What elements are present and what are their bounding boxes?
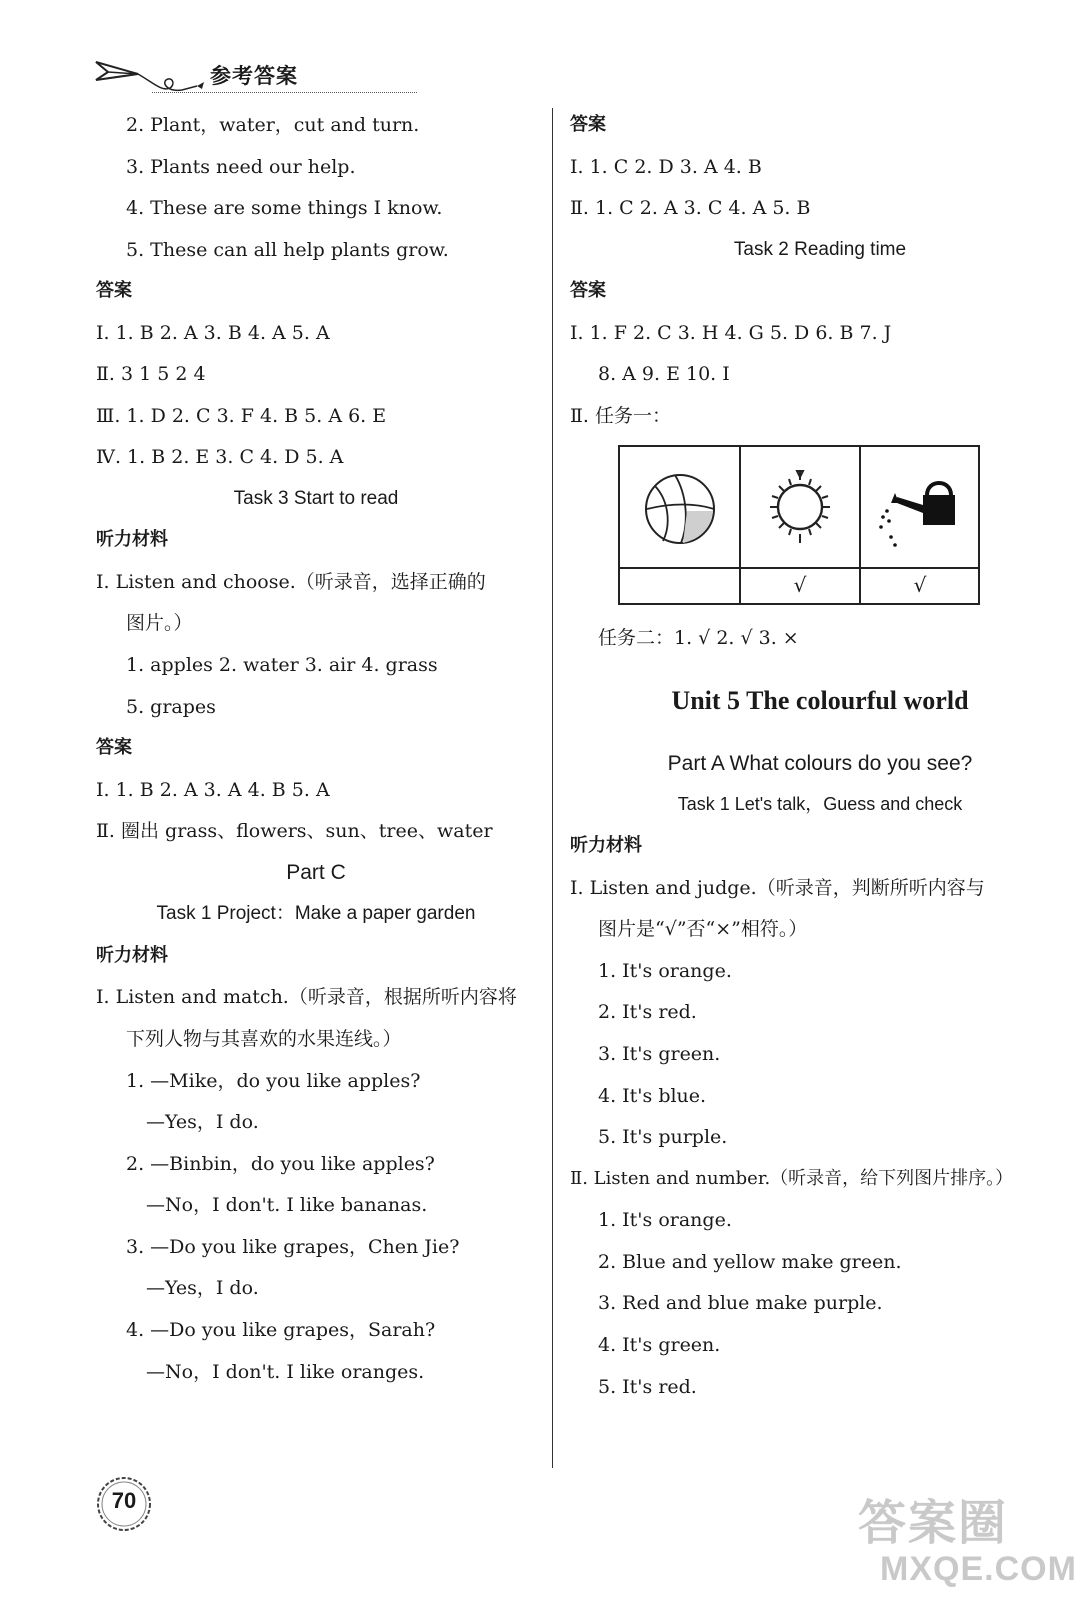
answer-line: Ⅰ. 1. F 2. C 3. H 4. G 5. D 6. B 7. J: [570, 322, 892, 344]
dialogue-line: —No，I don't. I like bananas.: [146, 1194, 428, 1216]
dialogue-line: 1. —Mike，do you like apples?: [126, 1070, 421, 1092]
text-line: 3. Plants need our help.: [126, 156, 356, 178]
sun-icon: [745, 453, 855, 561]
answer-line: Ⅰ. 1. B 2. A 3. A 4. B 5. A: [96, 779, 330, 801]
instruction-line: Ⅱ. Listen and number.（听录音，给下列图片排序。）: [570, 1168, 1014, 1189]
dialogue-line: 2. —Binbin，do you like apples?: [126, 1153, 435, 1175]
answer-line: 8. A 9. E 10. I: [598, 363, 730, 385]
dialogue-line: —No，I don't. I like oranges.: [146, 1361, 425, 1383]
text-line: 2. It's red.: [598, 1001, 697, 1023]
page-number: 70: [111, 1488, 137, 1513]
answer-line: Ⅳ. 1. B 2. E 3. C 4. D 5. A: [96, 446, 344, 468]
answer-line: Ⅱ. 任务一：: [570, 405, 671, 427]
section-heading: 听力材料: [96, 529, 168, 550]
watermark-url: MXQE.COM: [880, 1550, 1077, 1588]
dialogue-line: —Yes，I do.: [146, 1111, 259, 1133]
task-title: Task 2 Reading time: [733, 239, 907, 260]
answer-line: Ⅱ. 3 1 5 2 4: [96, 363, 206, 385]
answer-line: Ⅰ. 1. C 2. D 3. A 4. B: [570, 156, 762, 178]
picture-table: [618, 445, 980, 605]
text-line: 1. It's orange.: [598, 960, 732, 982]
page-number-badge: [94, 1474, 154, 1534]
instruction-line: 下列人物与其喜欢的水果连线。）: [126, 1028, 402, 1050]
task-title: Task 1 Project：Make a paper garden: [156, 903, 476, 924]
section-heading: 答案: [96, 280, 132, 301]
text-line: 3. Red and blue make purple.: [598, 1292, 883, 1314]
header-dotted-line: [152, 92, 417, 93]
section-heading: 答案: [96, 737, 132, 758]
text-line: 5. grapes: [126, 696, 216, 718]
header-title: 参考答案: [210, 64, 298, 88]
watermark-text: 答案圈: [858, 1495, 1009, 1551]
dialogue-line: 4. —Do you like grapes，Sarah?: [126, 1319, 436, 1341]
section-heading: 答案: [570, 114, 606, 135]
text-line: 2. Blue and yellow make green.: [598, 1251, 902, 1273]
section-heading: 听力材料: [96, 945, 168, 966]
instruction-line: 图片。）: [126, 612, 193, 634]
answer-line: Ⅲ. 1. D 2. C 3. F 4. B 5. A 6. E: [96, 405, 387, 427]
text-line: 1. It's orange.: [598, 1209, 732, 1231]
column-divider: [552, 108, 553, 1468]
watering-can-icon: [865, 453, 975, 561]
dialogue-line: —Yes，I do.: [146, 1277, 259, 1299]
table-mark: √: [793, 573, 807, 597]
instruction-line: 图片是“√”否“×”相符。）: [598, 918, 808, 940]
page-header: [92, 52, 332, 102]
task-title: Task 3 Start to read: [233, 488, 399, 509]
section-heading: 听力材料: [570, 835, 642, 856]
ball-icon: [625, 453, 735, 561]
task-title: Task 1 Let's talk，Guess and check: [677, 794, 963, 814]
part-title: Part C: [286, 861, 346, 884]
unit-title: Unit 5 The colourful world: [671, 686, 969, 715]
text-line: 5. It's red.: [598, 1376, 697, 1398]
paper-plane-icon: [92, 52, 207, 97]
text-line: 4. These are some things I know.: [126, 197, 443, 219]
watermark-logo: [858, 1484, 1077, 1594]
text-line: 5. It's purple.: [598, 1126, 728, 1148]
text-line: 2. Plant，water，cut and turn.: [126, 114, 420, 136]
answer-line: Ⅱ. 圈出 grass、flowers、sun、tree、water: [96, 820, 493, 842]
section-heading: 答案: [570, 280, 606, 301]
part-title: Part A What colours do you see?: [667, 752, 973, 775]
instruction-line: Ⅰ. Listen and match.（听录音，根据所听内容将: [96, 986, 517, 1008]
instruction-line: Ⅰ. Listen and judge.（听录音，判断所听内容与: [570, 877, 985, 899]
text-line: 3. It's green.: [598, 1043, 721, 1065]
answer-line: 任务二：1. √ 2. √ 3. ×: [598, 627, 799, 649]
table-divider: [620, 567, 978, 569]
answer-line: Ⅱ. 1. C 2. A 3. C 4. A 5. B: [570, 197, 811, 219]
text-line: 4. It's blue.: [598, 1085, 707, 1107]
text-line: 4. It's green.: [598, 1334, 721, 1356]
text-line: 1. apples 2. water 3. air 4. grass: [126, 654, 438, 676]
dialogue-line: 3. —Do you like grapes，Chen Jie?: [126, 1236, 460, 1258]
instruction-line: Ⅰ. Listen and choose.（听录音，选择正确的: [96, 571, 486, 593]
table-mark: √: [913, 573, 927, 597]
text-line: 5. These can all help plants grow.: [126, 239, 449, 261]
answer-line: Ⅰ. 1. B 2. A 3. B 4. A 5. A: [96, 322, 330, 344]
